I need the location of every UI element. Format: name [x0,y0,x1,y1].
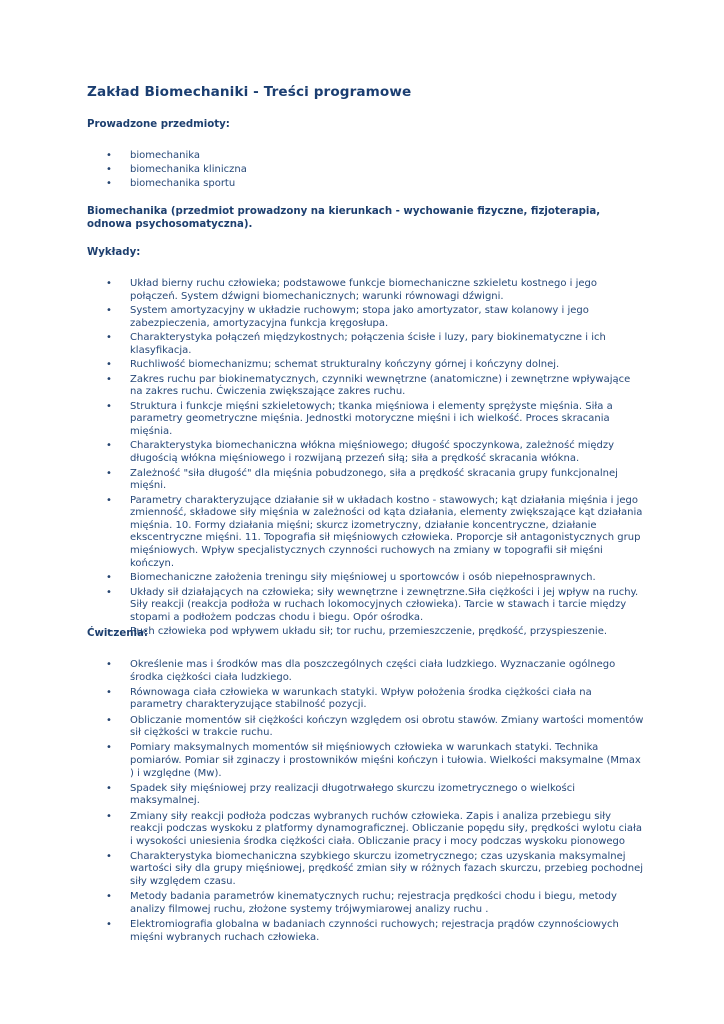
lectures-list [87,278,644,639]
lectures-section [87,278,644,641]
list-item: • Obliczanie momentów sił ciężkości kończyn względem osi obrotu stawów. Zmiany wartości momentów sił ciężkości w trakcie ruchu. [87,715,644,740]
list-item: • Określenie mas i środków mas dla poszczególnych części ciała ludzkiego. Wyznaczanie ogólnego środka ciężkości ciała ludzkiego. [87,659,644,684]
list-item: • Spadek siły mięśniowej przy realizacji długotrwałego skurczu izometrycznego o wielkości maksymalnej. [87,783,644,808]
lectures-heading: Wykłady: [87,247,141,258]
list-item: • biomechanika kliniczna [87,164,644,177]
biomech-heading: Biomechanika (przedmiot prowadzony na kierunkach - wychowanie fizyczne, fizjoterapia, odnowa psychosomatyczna). [87,206,601,230]
list-item: • Charakterystyka połączeń międzykostnych; połączenia ścisłe i luzy, pary biokinematyczne i ich klasyfikacja. [87,332,644,357]
subjects-heading: Prowadzone przedmioty: [87,119,230,130]
list-item: • System amortyzacyjny w układzie ruchowym; stopa jako amortyzator, staw kolanowy i jego zabezpieczenia, amortyzacyjna funkcja kręgosłupa. [87,305,644,330]
biomech-heading-block [87,206,644,231]
exercises-heading-block [87,628,644,639]
exercises-list [87,659,644,944]
list-item: • Struktura i funkcje mięśni szkieletowych; tkanka mięśniowa i elementy sprężyste mięśnia. Siła a parametry geometryczne mięśnia. Jednostki motoryczne mięśni i ich wielkość. Proces skracania mięśnia. [87,401,644,439]
list-item: • Charakterystyka biomechaniczna włókna mięśniowego; długość spoczynkowa, zależność między długością włókna mięśniowego i rozwijaną przezeń siłą; siła a prędkość skracania włókna. [87,440,644,465]
subjects-heading-block [87,119,644,130]
subjects-list [87,150,644,191]
list-item: • Zależność "siła długość" dla mięśnia pobudzonego, siła a prędkość skracania grupy funkcjonalnej mięśni. [87,468,644,493]
list-item: • Układy sił działających na człowieka; siły wewnętrzne i zewnętrzne.Siła ciężkości i jej wpływ na ruchy. Siły reakcji (reakcja podłoża w ruchach lokomocyjnych człowieka). Tarcie w stawach i tarcie między stopami a podłożem podczas chodu i biegu. Opór ośrodka. [87,587,644,625]
list-item: • Charakterystyka biomechaniczna szybkiego skurczu izometrycznego; czas uzyskania maksymalnej wartości siły dla grupy mięśniowej, prędkość zmian siły w różnych fazach skurczu, przebieg pochodnej siły względem czasu. [87,851,644,889]
list-item: • Ruch człowieka pod wpływem układu sił; tor ruchu, przemieszczenie, prędkość, przyspieszenie. [87,626,644,639]
exercises-section [87,659,644,947]
list-item: • biomechanika sportu [87,178,644,191]
list-item: • biomechanika [87,150,644,163]
list-item: • Pomiary maksymalnych momentów sił mięśniowych człowieka w warunkach statyki. Technika pomiarów. Pomiar sił zginaczy i prostowników mięśni kończyn i tułowia. Wielkości maksymalne (Mmax ) i względne (Mw). [87,742,644,780]
list-item: • Ruchliwość biomechanizmu; schemat strukturalny kończyny górnej i kończyny dolnej. [87,359,644,372]
list-item: • Układ bierny ruchu człowieka; podstawowe funkcje biomechaniczne szkieletu kostnego i jego połączeń. System dźwigni biomechanicznych; warunki równowagi dźwigni. [87,278,644,303]
lectures-heading-block [87,247,644,258]
list-item: • Elektromiografia globalna w badaniach czynności ruchowych; rejestracja prądów czynnościowych mięśni wybranych ruchach człowieka. [87,919,644,944]
list-item: • Równowaga ciała człowieka w warunkach statyki. Wpływ położenia środka ciężkości ciała na parametry charakteryzujące stabilność pozycji. [87,687,644,712]
list-item: • Zmiany siły reakcji podłoża podczas wybranych ruchów człowieka. Zapis i analiza przebiegu siły reakcji podczas wyskoku z platformy dynamograficznej. Obliczanie popędu siły, prędkości wylotu ciała i wysokości uniesienia środka ciężkości ciała. Obliczanie pracy i mocy podczas wyskoku pionowego [87,811,644,849]
list-item: • Zakres ruchu par biokinematycznych, czynniki wewnętrzne (anatomiczne) i zewnętrzne wpływające na zakres ruchu. Ćwiczenia zwiększające zakres ruchu. [87,374,644,399]
list-item: • Metody badania parametrów kinematycznych ruchu; rejestracja prędkości chodu i biegu, metody analizy filmowej ruchu, złożone systemy trójwymiarowej analizy ruchu . [87,891,644,916]
exercises-heading: Ćwiczenia: [87,628,148,639]
list-item: • Biomechaniczne założenia treningu siły mięśniowej u sportowców i osób niepełnosprawnych. [87,572,644,585]
subjects-section [87,150,644,193]
page-title: Zakład Biomechaniki - Treści programowe [87,84,412,100]
list-item: • Parametry charakteryzujące działanie sił w układach kostno - stawowych; kąt działania mięśnia i jego zmienność, składowe siły mięśnia w zależności od kąta działania, elementy zwiększające kąt działania mięśnia. 10. Formy działania mięśni; skurcz izometryczny, działanie koncentryczne, działanie ekscentryczne mięśni. 11. Topografia sił mięśniowych człowieka. Proporcje sił antagonistycznych grup mięśniowych. Wpływ specjalistycznych czynności ruchowych na zmiany w topografii sił mięśni kończyn. [87,495,644,571]
